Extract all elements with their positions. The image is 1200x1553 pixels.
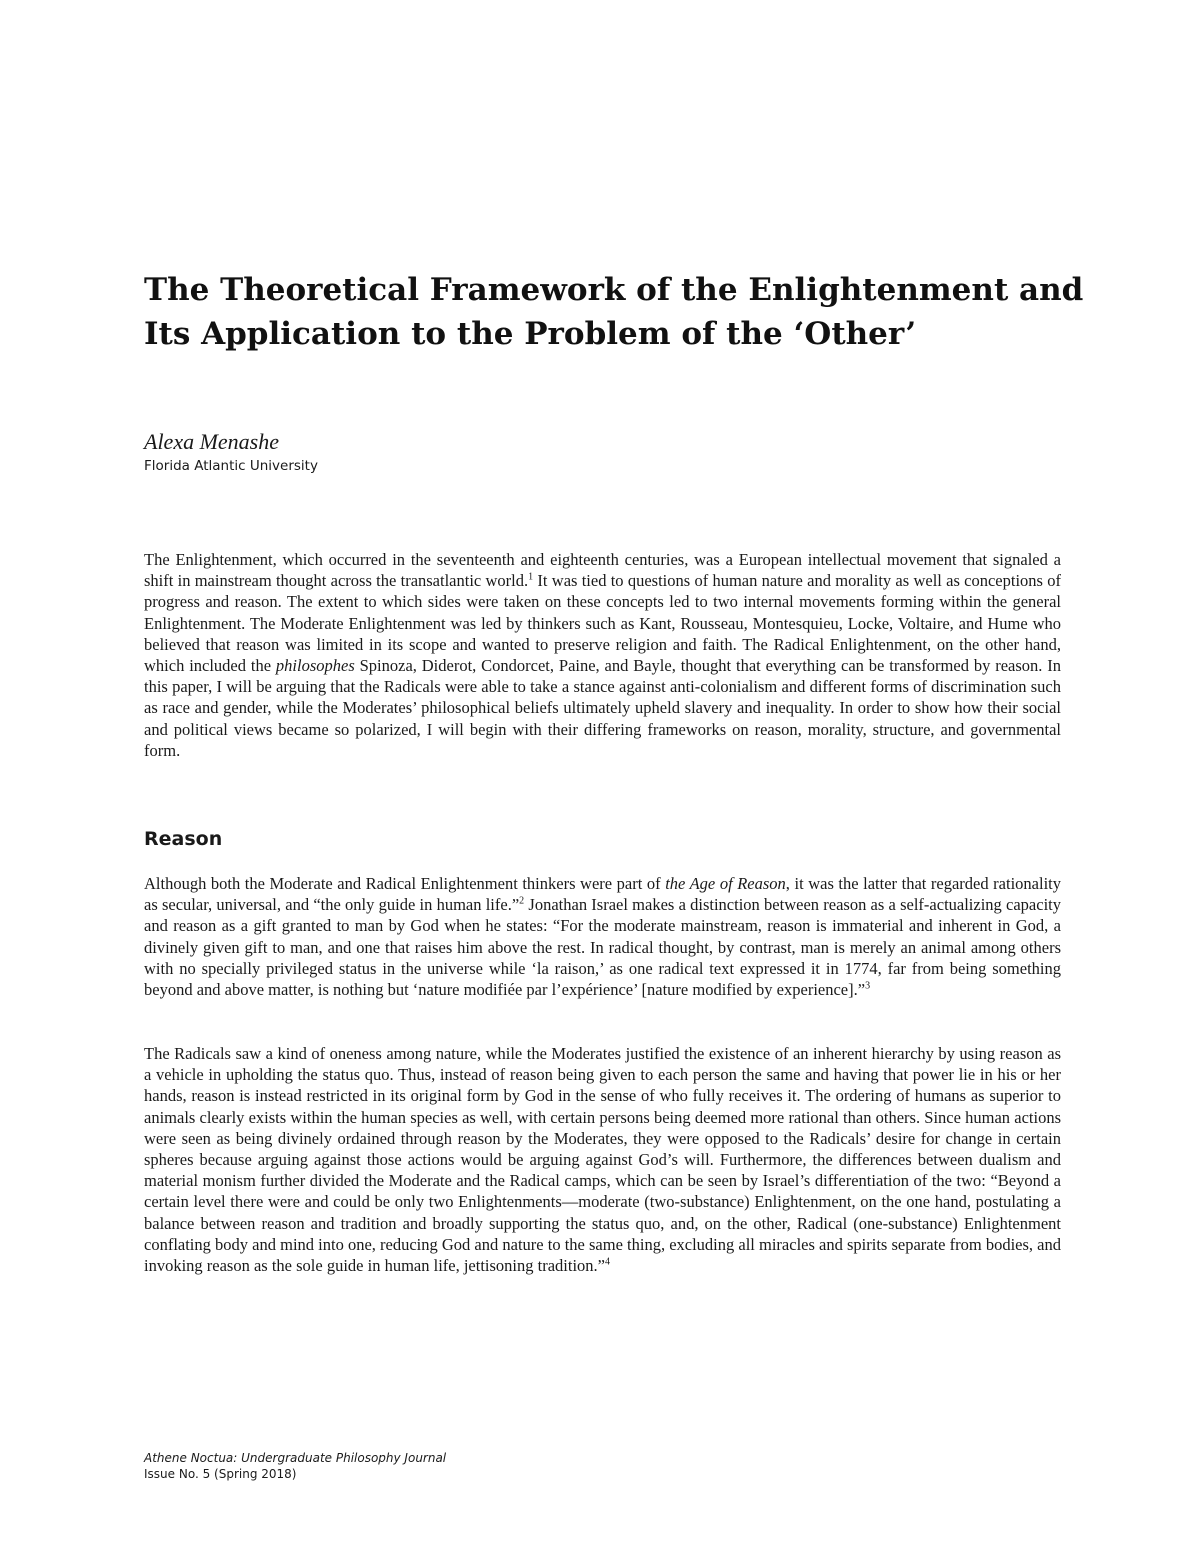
intro-paragraph [144,549,1061,761]
paper-title-line-1: The Theoretical Framework of the Enlightenment and [144,272,1084,308]
reason-p1-text-3: Jonathan Israel makes a distinction between reason as a self-actualizing capacity and reason as a gift granted to man by God when he states: “For the moderate mainstream, reason is immaterial and inherent in God, a divinely given gift to man, and one that raises him above the rest. In radical thought, by contrast, man is merely an animal among others with no specially privileged status in the universe while ‘la raison,’ as one radical text expressed it in 1774, far from being something beyond and above matter, is nothing but ‘nature modifiée par l’expérience’ [nature modified by experience].” [144,895,1061,1000]
footnote-ref-2[interactable]: 2 [519,895,525,907]
paper-title-line-2: Its Application to the Problem of the ‘Other’ [144,316,917,352]
intro-text-1: The Enlightenment, which occurred in the seventeenth and eighteenth centuries, was a European intellectual movement that signaled a shift in mainstream thought across the transatlantic world. [144,550,1061,591]
reason-p1-emphasis: the Age of Reason [665,874,786,893]
reason-p1-text-2: , it was the latter that regarded rationality as secular, universal, and “the only guide in human life.” [144,874,1061,915]
reason-p1-text-1: Although both the Moderate and Radical Enlightenment thinkers were part of [144,874,666,893]
intro-text-2: It was tied to questions of human nature and morality as well as conceptions of progress and reason. The extent to which sides were taken on these concepts led to two internal movements forming within the general Enlightenment. The Moderate Enlightenment was led by thinkers such as Kant, Rousseau, Montesquieu, Locke, Voltaire, and Hume who believed that reason was limited in its scope and wanted to preserve religion and faith. The Radical Enlightenment, on the other hand, which included the [144,571,1061,676]
page-footer [144,1450,446,1482]
section-heading-reason: Reason [144,828,223,850]
footnote-ref-3[interactable]: 3 [865,980,871,992]
reason-paragraph-1 [144,873,1061,1000]
author-name: Alexa Menashe [144,429,279,454]
footnote-ref-4[interactable]: 4 [605,1256,610,1268]
reason-paragraph-2 [144,1043,1061,1276]
intro-text-3: Spinoza, Diderot, Condorcet, Paine, and Bayle, thought that everything can be transformed by reason. In this paper, I will be arguing that the Radicals were able to take a stance against anti-colonialism and different forms of discrimination such as race and gender, while the Moderates’ philosophical beliefs ultimately upheld slavery and inequality. In order to show how their social and political views became so polarized, I will begin with their differing frameworks on reason, morality, structure, and governmental form. [144,656,1061,760]
paper-title [144,268,1084,356]
footer-journal-name: Athene Noctua: Undergraduate Philosophy Journal [144,1451,447,1465]
intro-emphasis: philosophes [275,656,355,676]
footnote-ref-1[interactable]: 1 [528,571,534,583]
reason-p2-text-1: The Radicals saw a kind of oneness among nature, while the Moderates justified the existence of an inherent hierarchy by using reason as a vehicle in upholding the status quo. Thus, instead of reason being given to each person the same and having that power lie in his or her hands, reason is instead restricted in its original form by God in the sense of who fully receives it. The ordering of humans as superior to animals clearly exists within the human species as well, with certain persons being deemed more rational than others. Since human actions were seen as being divinely ordained through reason by the Moderates, they were opposed to the Radicals’ desire for change in certain spheres because arguing against those actions would be arguing against God’s will. Furthermore, the differences between dualism and material monism further divided the Moderate and the Radical camps, which can be seen by Israel’s differentiation of the two: “Beyond a certain level there were and could be only two Enlightenments—moderate (two-substance) Enlightenment, on the one hand, postulating a balance between reason and tradition and broadly supporting the status quo, and, on the other, Radical (one-substance) Enlightenment conflating body and mind into one, reducing God and nature to the same thing, excluding all miracles and spirits separate from bodies, and invoking reason as the sole guide in human life, jettisoning tradition.” [144,1044,1061,1276]
author-affiliation: Florida Atlantic University [144,458,318,474]
footer-issue: Issue No. 5 (Spring 2018) [144,1467,297,1481]
